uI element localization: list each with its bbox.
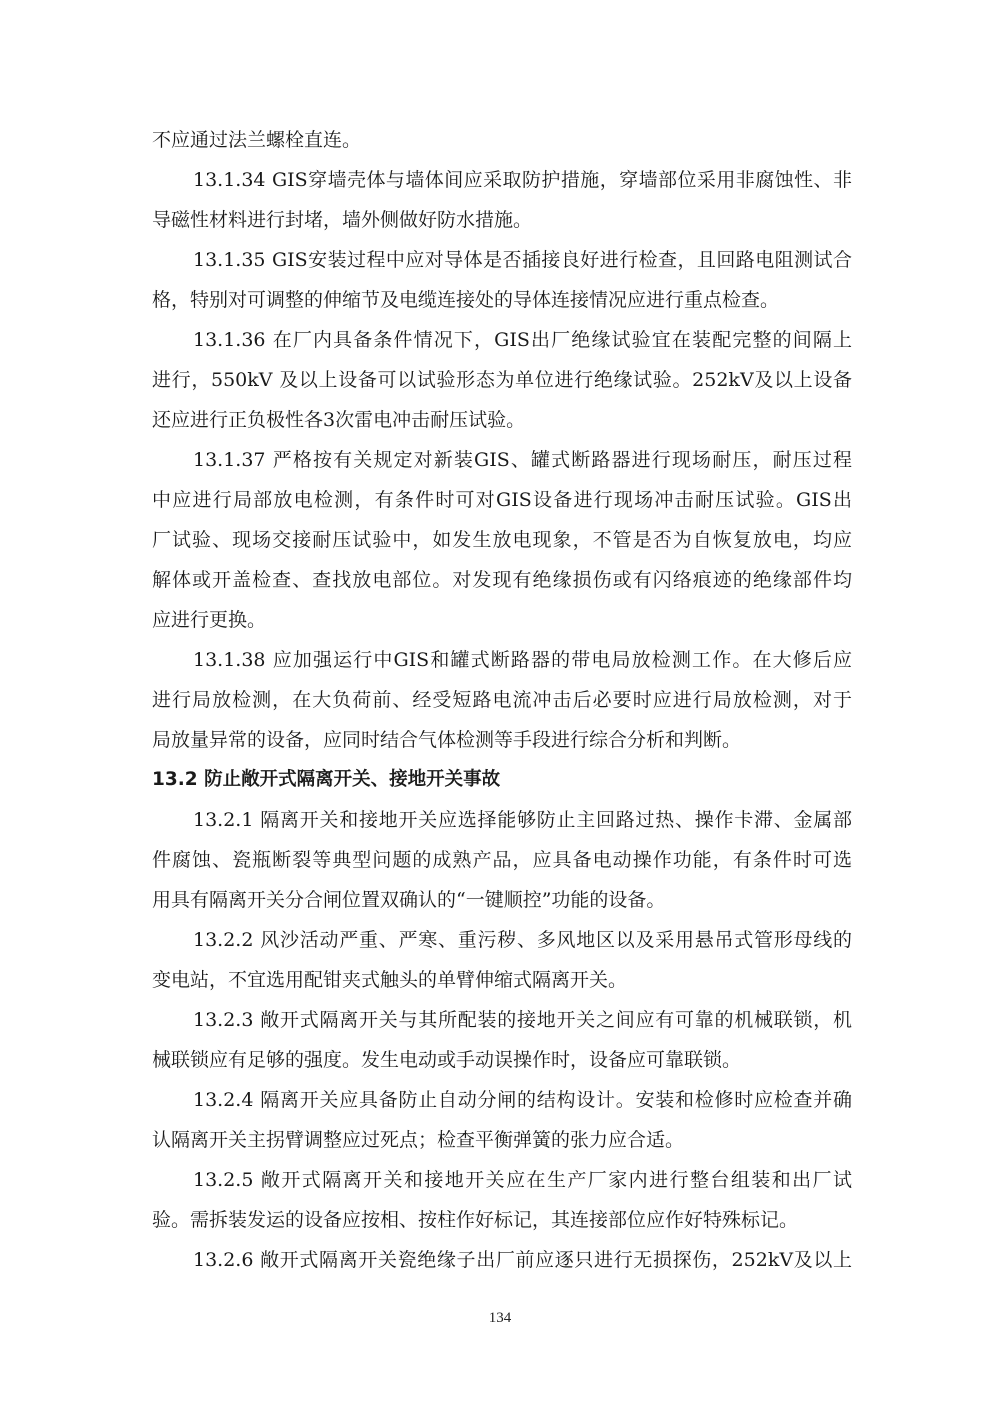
body-text-line: 解体或开盖检查、查找放电部位。对发现有绝缘损伤或有闪络痕迹的绝缘部件均 (152, 569, 852, 591)
body-text-line: 局放量异常的设备，应同时结合气体检测等手段进行综合分析和判断。 (152, 729, 742, 751)
body-text-line: 导磁性材料进行封堵，墙外侧做好防水措施。 (152, 209, 533, 231)
body-text-line: 变电站，不宜选用配钳夹式触头的单臂伸缩式隔离开关。 (152, 969, 628, 991)
clause-13-2-6-start: 13.2.6 敞开式隔离开关瓷绝缘子出厂前应逐只进行无损探伤，252kV及以上 (193, 1249, 852, 1271)
clause-13-1-35-start: 13.1.35 GIS安装过程中应对导体是否插接良好进行检查，且回路电阻测试合 (193, 249, 852, 271)
clause-13-1-36-start: 13.1.36 在厂内具备条件情况下，GIS出厂绝缘试验宜在装配完整的间隔上 (193, 329, 852, 351)
clause-13-1-38-start: 13.1.38 应加强运行中GIS和罐式断路器的带电局放检测工作。在大修后应 (193, 649, 852, 671)
body-text-line: 还应进行正负极性各3次雷电冲击耐压试验。 (152, 409, 526, 431)
clause-13-2-3-start: 13.2.3 敞开式隔离开关与其所配装的接地开关之间应有可靠的机械联锁，机 (193, 1009, 852, 1031)
page-number: 134 (488, 1310, 512, 1326)
clause-13-2-2-start: 13.2.2 风沙活动严重、严寒、重污秽、多风地区以及采用悬吊式管形母线的 (193, 929, 852, 951)
clause-13-2-4-start: 13.2.4 隔离开关应具备防止自动分闸的结构设计。安装和检修时应检查并确 (193, 1089, 852, 1111)
body-text-line: 件腐蚀、瓷瓶断裂等典型问题的成熟产品，应具备电动操作功能，有条件时可选 (152, 849, 852, 871)
body-text-line: 应进行更换。 (152, 609, 267, 631)
body-text-line: 验。需拆装发运的设备应按相、按柱作好标记，其连接部位应作好特殊标记。 (152, 1209, 799, 1231)
body-text-line: 格，特别对可调整的伸缩节及电缆连接处的导体连接情况应进行重点检查。 (152, 289, 780, 311)
body-text-line: 用具有隔离开关分合闸位置双确认的“一键顺控”功能的设备。 (152, 889, 666, 911)
body-text-line: 不应通过法兰螺栓直连。 (152, 129, 362, 151)
clause-13-2-5-start: 13.2.5 敞开式隔离开关和接地开关应在生产厂家内进行整台组装和出厂试 (193, 1169, 852, 1191)
section-heading-13-2: 13.2 防止敞开式隔离开关、接地开关事故 (152, 769, 501, 790)
body-text-line: 认隔离开关主拐臂调整应过死点；检查平衡弹簧的张力应合适。 (152, 1129, 685, 1151)
clause-13-2-1-start: 13.2.1 隔离开关和接地开关应选择能够防止主回路过热、操作卡滞、金属部 (193, 809, 852, 831)
body-text-line: 械联锁应有足够的强度。发生电动或手动误操作时，设备应可靠联锁。 (152, 1049, 742, 1071)
clause-13-1-34-start: 13.1.34 GIS穿墙壳体与墙体间应采取防护措施，穿墙部位采用非腐蚀性、非 (193, 169, 852, 191)
body-text-line: 厂试验、现场交接耐压试验中，如发生放电现象，不管是否为自恢复放电，均应 (152, 529, 852, 551)
body-text-line: 进行局放检测，在大负荷前、经受短路电流冲击后必要时应进行局放检测，对于 (152, 689, 852, 711)
body-text-line: 中应进行局部放电检测，有条件时可对GIS设备进行现场冲击耐压试验。GIS出 (152, 489, 852, 511)
clause-13-1-37-start: 13.1.37 严格按有关规定对新装GIS、罐式断路器进行现场耐压，耐压过程 (193, 449, 852, 471)
body-text-line: 进行，550kV 及以上设备可以试验形态为单位进行绝缘试验。252kV及以上设备 (152, 369, 852, 391)
